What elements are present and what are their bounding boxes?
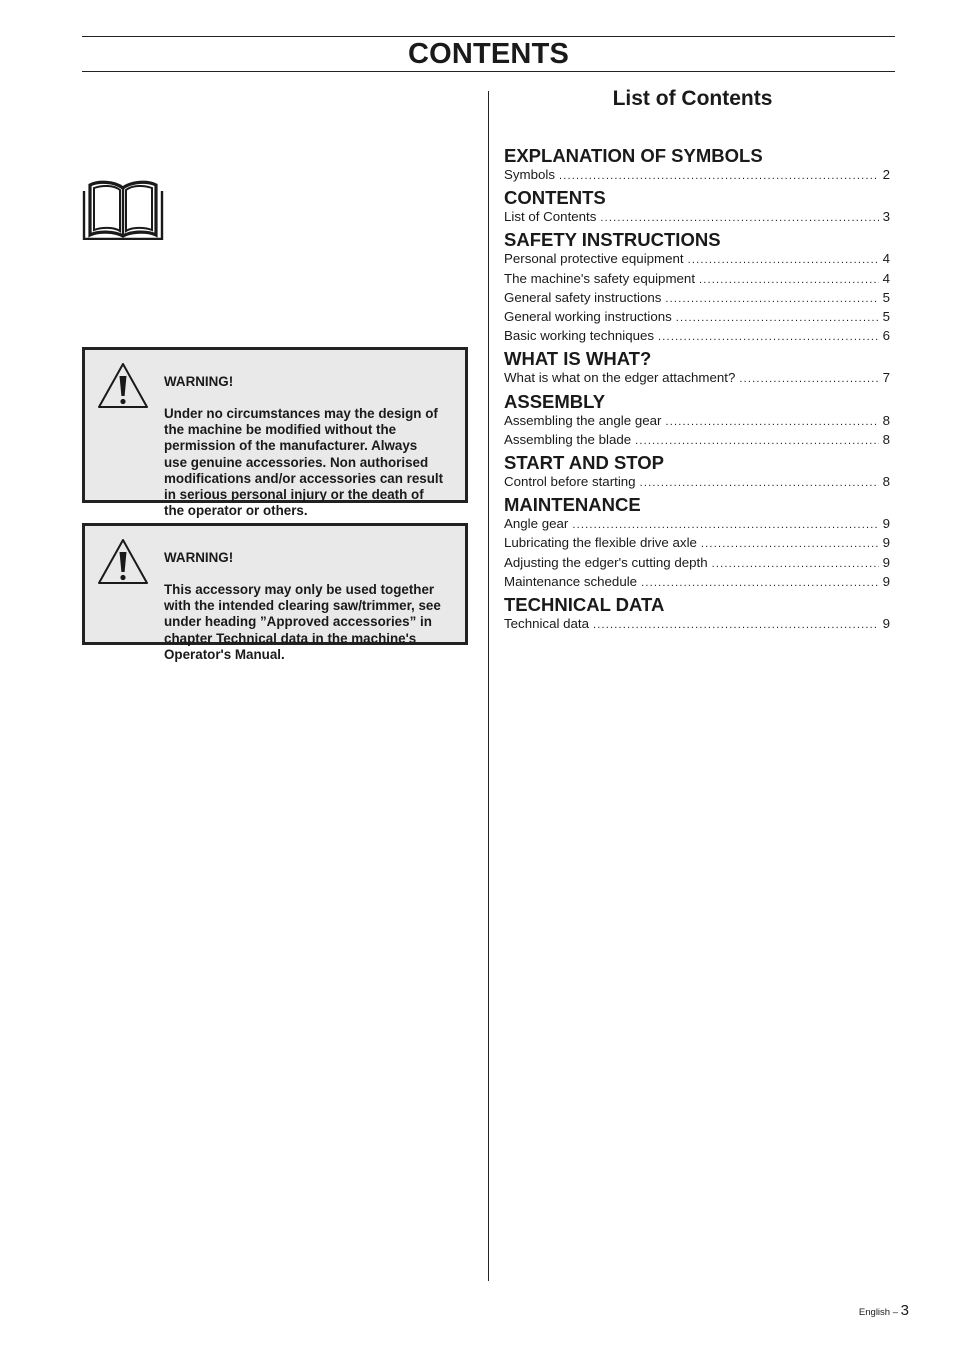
toc-entry-page: 8: [882, 412, 890, 428]
toc-entry-label: The machine's safety equipment: [504, 270, 696, 286]
toc-section: [504, 145, 890, 185]
toc-dot-leader: [676, 310, 879, 327]
toc-section: [504, 494, 890, 592]
toc-entry-page: 9: [882, 554, 890, 570]
toc-entry-label: Basic working techniques: [504, 328, 655, 344]
toc-entry[interactable]: [504, 515, 890, 534]
toc-section: [504, 452, 890, 492]
warning-body: Under no circumstances may the design of the machine be modified without the permission of the manufacturer. Always use genuine accessories. Non authorised modifications and/or accessories can result in serious personal injury or the death of the operator or others.: [164, 406, 444, 518]
toc-section-title: TECHNICAL DATA: [504, 594, 665, 616]
toc-dot-leader: [640, 475, 879, 492]
toc-entry-page: 5: [882, 309, 890, 325]
warning-content: [164, 358, 461, 535]
toc-section: [504, 229, 890, 346]
toc-entry-label: What is what on the edger attachment?: [504, 370, 736, 386]
toc-section-title: MAINTENANCE: [504, 494, 641, 516]
toc-entry[interactable]: [504, 554, 890, 573]
toc-section-title: SAFETY INSTRUCTIONS: [504, 229, 721, 251]
toc-entry-page: 8: [882, 431, 890, 447]
warning-box-modification: [82, 347, 468, 518]
toc-entry[interactable]: [504, 327, 890, 346]
footer-language: English –: [858, 1307, 899, 1318]
toc-entry[interactable]: [504, 369, 890, 388]
toc-dot-leader: [699, 272, 879, 289]
toc-section-title: EXPLANATION OF SYMBOLS: [504, 145, 763, 166]
page-footer: [859, 1302, 909, 1319]
toc-entry[interactable]: [504, 431, 890, 450]
toc-dot-leader: [593, 617, 879, 634]
toc-dot-leader: [635, 433, 878, 450]
toc-entry-page: 9: [882, 516, 890, 532]
toc-dot-leader: [665, 291, 878, 308]
toc-entry-page: 6: [882, 328, 890, 344]
warning-triangle-icon: [97, 362, 149, 410]
toc-entry-page: 9: [882, 573, 890, 589]
toc-section-title: START AND STOP: [504, 452, 664, 474]
warning-body: This accessory may only be used together with the intended clearing saw/trimmer, see under heading ”Approved accessories” in chapter Technical data in the machine's Operator's Manual.: [164, 582, 441, 662]
toc-entry-page: 8: [882, 474, 890, 490]
toc-entry-label: Technical data: [504, 616, 590, 632]
toc-section: [504, 187, 890, 227]
toc-entry-label: General working instructions: [504, 309, 672, 325]
toc-entry[interactable]: [504, 615, 890, 634]
column-divider: [488, 91, 489, 1281]
toc-section: [504, 391, 890, 450]
toc-entry-label: Lubricating the flexible drive axle: [504, 535, 697, 551]
toc-entry[interactable]: [504, 270, 890, 289]
warning-box-accessory: [82, 523, 468, 662]
toc-entry-label: List of Contents: [504, 209, 597, 225]
toc-dot-leader: [739, 371, 878, 388]
toc-entry-label: Assembling the blade: [504, 431, 632, 447]
toc-entry[interactable]: [504, 250, 890, 269]
toc-entry[interactable]: [504, 534, 890, 553]
footer-page-number: 3: [900, 1302, 909, 1319]
toc-entry[interactable]: [504, 289, 890, 308]
toc-dot-leader: [665, 414, 878, 431]
toc-heading: List of Contents: [612, 87, 773, 110]
toc-dot-leader: [658, 329, 879, 346]
warning-heading: WARNING!: [164, 550, 234, 566]
page-title: CONTENTS: [407, 37, 570, 70]
toc-entry-label: General safety instructions: [504, 289, 662, 305]
page-title-bar: [82, 36, 895, 72]
toc-entry-page: 2: [882, 167, 890, 182]
toc-dot-leader: [572, 517, 878, 534]
toc-entry-label: Maintenance schedule: [504, 573, 638, 589]
toc-entry-label: Assembling the angle gear: [504, 412, 662, 428]
toc-dot-leader: [600, 210, 878, 227]
toc-entry-label: Angle gear: [504, 516, 569, 532]
toc-section: [504, 594, 890, 634]
toc-entry[interactable]: [504, 208, 890, 227]
toc-section-title: CONTENTS: [504, 187, 606, 209]
warning-triangle-icon: [97, 538, 149, 586]
toc-entry-page: 4: [882, 270, 890, 286]
toc-entry-page: 3: [882, 209, 890, 225]
toc-dot-leader: [701, 536, 879, 553]
toc-section-title: WHAT IS WHAT?: [504, 348, 652, 370]
toc-entry-label: Personal protective equipment: [504, 251, 684, 267]
toc-section-title: ASSEMBLY: [504, 390, 606, 412]
toc-entry-label: Adjusting the edger's cutting depth: [504, 554, 708, 570]
toc-entry[interactable]: [504, 166, 890, 185]
toc-dot-leader: [559, 168, 879, 185]
table-of-contents: [504, 143, 890, 634]
toc-entry-page: 7: [882, 370, 890, 386]
warning-content: [164, 534, 461, 679]
open-book-icon: [82, 180, 164, 240]
toc-dot-leader: [688, 252, 879, 269]
toc-entry-label: Symbols: [504, 167, 555, 182]
toc-entry-page: 9: [882, 616, 890, 632]
toc-entry[interactable]: [504, 473, 890, 492]
toc-entry[interactable]: [504, 573, 890, 592]
toc-entry[interactable]: [504, 308, 890, 327]
toc-entry[interactable]: [504, 412, 890, 431]
toc-entry-page: 4: [882, 251, 890, 267]
toc-dot-leader: [712, 556, 879, 573]
warning-heading: WARNING!: [164, 374, 234, 390]
toc-entry-page: 9: [882, 535, 890, 551]
toc-entry-label: Control before starting: [504, 474, 636, 490]
toc-dot-leader: [641, 575, 879, 592]
toc-entry-page: 5: [882, 289, 890, 305]
toc-section: [504, 348, 890, 388]
